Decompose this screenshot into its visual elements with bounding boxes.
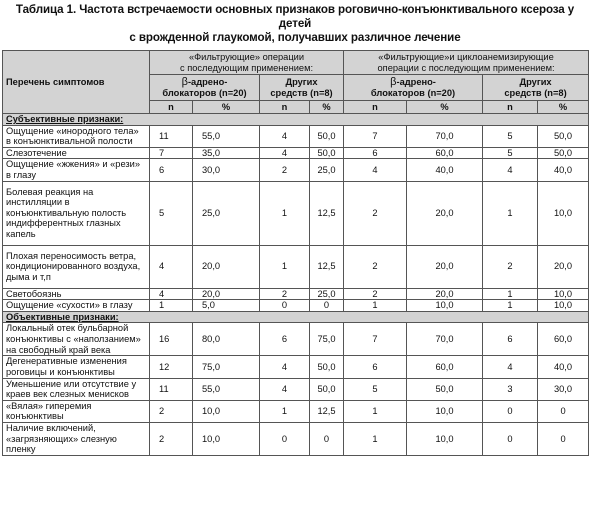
col-n: n [150, 101, 193, 114]
value-cell: 10,0 [407, 300, 483, 312]
value-cell: 0 [260, 300, 310, 312]
table-row [3, 288, 589, 300]
value-cell: 6 [260, 323, 310, 356]
value-cell: 1 [260, 245, 310, 288]
value-cell: 60,0 [538, 323, 589, 356]
value-cell: 75,0 [193, 356, 260, 378]
value-cell: 25,0 [193, 181, 260, 245]
value-cell: 55,0 [193, 125, 260, 147]
beta-rest: -адрено- [396, 76, 436, 87]
section-subjective [3, 114, 589, 126]
value-cell: 5 [344, 378, 407, 400]
group2-beta-line2: блокаторов (n=20) [370, 87, 456, 98]
value-cell: 4 [483, 159, 538, 181]
value-cell: 1 [344, 400, 407, 422]
value-cell: 50,0 [310, 378, 344, 400]
group2-header [344, 51, 589, 75]
value-cell: 0 [310, 300, 344, 312]
value-cell: 1 [150, 300, 193, 312]
caption-line-2: с врожденной глаукомой, получавших различное лечение [129, 31, 461, 44]
value-cell: 2 [344, 245, 407, 288]
symptom-cell: Дегенеративные изменения роговицы и конъюнктивы [3, 356, 150, 378]
symptom-cell: Ощущение «сухости» в глазу [3, 300, 150, 312]
symptom-cell: Уменьшение или отсутствие у краев век слезных менисков [3, 378, 150, 400]
value-cell: 4 [260, 378, 310, 400]
col-n: n [483, 101, 538, 114]
section-objective [3, 311, 589, 323]
value-cell: 30,0 [193, 159, 260, 181]
value-cell: 10,0 [193, 400, 260, 422]
group1-other-header [260, 75, 344, 101]
value-cell: 12,5 [310, 245, 344, 288]
value-cell: 4 [344, 159, 407, 181]
col-n: n [344, 101, 407, 114]
value-cell: 11 [150, 125, 193, 147]
value-cell: 6 [483, 323, 538, 356]
value-cell: 2 [260, 288, 310, 300]
value-cell: 10,0 [407, 400, 483, 422]
value-cell: 0 [483, 422, 538, 455]
value-cell: 1 [260, 181, 310, 245]
value-cell: 5,0 [193, 300, 260, 312]
value-cell: 55,0 [193, 378, 260, 400]
group1-header-line2: с последующим применением: [179, 62, 314, 73]
value-cell: 1 [344, 300, 407, 312]
beta-symbol: β [390, 75, 397, 88]
value-cell: 1 [260, 400, 310, 422]
col-pct: % [193, 101, 260, 114]
value-cell: 12,5 [310, 181, 344, 245]
caption-line-1: Таблица 1. Частота встречаемости основных признаков роговично-конъюнктивального ксероза у детей [15, 3, 575, 30]
value-cell: 11 [150, 378, 193, 400]
symptom-cell: Локальный отек бульбарной конъюнктивы с «наползанием» на свободный край века [3, 323, 150, 356]
value-cell: 6 [344, 356, 407, 378]
value-cell: 7 [344, 323, 407, 356]
value-cell: 2 [150, 422, 193, 455]
value-cell: 30,0 [538, 378, 589, 400]
group1-beta-header [150, 75, 260, 101]
symptom-cell: Плохая переносимость ветра, кондиционированного воздуха, дыма и т,п [3, 245, 150, 288]
table-caption [0, 0, 590, 45]
value-cell: 2 [483, 245, 538, 288]
value-cell: 20,0 [407, 181, 483, 245]
group2-header-line1: «Фильтрующие»и циклоанемизирующие [378, 51, 554, 62]
group2-header-line2: операции с последующим применением: [377, 62, 555, 73]
table-row [3, 147, 589, 159]
value-cell: 4 [260, 147, 310, 159]
value-cell: 0 [538, 422, 589, 455]
value-cell: 16 [150, 323, 193, 356]
table-body [3, 114, 589, 456]
value-cell: 3 [483, 378, 538, 400]
value-cell: 7 [344, 125, 407, 147]
value-cell: 10,0 [193, 422, 260, 455]
value-cell: 60,0 [407, 147, 483, 159]
table-row [3, 378, 589, 400]
value-cell: 4 [260, 356, 310, 378]
table-row [3, 422, 589, 455]
group1-other-line2: средств (n=8) [270, 87, 333, 98]
value-cell: 35,0 [193, 147, 260, 159]
value-cell: 5 [150, 181, 193, 245]
value-cell: 4 [260, 125, 310, 147]
value-cell: 20,0 [407, 245, 483, 288]
value-cell: 5 [483, 125, 538, 147]
value-cell: 50,0 [538, 125, 589, 147]
symptom-cell: Ощущение «инородного тела» в конъюнктивальной полости [3, 125, 150, 147]
value-cell: 10,0 [538, 181, 589, 245]
value-cell: 60,0 [407, 356, 483, 378]
group2-other-header [483, 75, 589, 101]
value-cell: 40,0 [538, 356, 589, 378]
value-cell: 50,0 [310, 147, 344, 159]
table-row [3, 300, 589, 312]
value-cell: 1 [344, 422, 407, 455]
value-cell: 80,0 [193, 323, 260, 356]
value-cell: 20,0 [538, 245, 589, 288]
section-subjective-label: Субъективные признаки: [6, 114, 124, 124]
table-row [3, 159, 589, 181]
value-cell: 1 [483, 288, 538, 300]
value-cell: 5 [483, 147, 538, 159]
value-cell: 1 [483, 300, 538, 312]
group1-header-line1: «Фильтрующие» операции [188, 51, 305, 62]
col-pct: % [538, 101, 589, 114]
value-cell: 0 [538, 400, 589, 422]
value-cell: 50,0 [310, 356, 344, 378]
table-row [3, 323, 589, 356]
table-row [3, 245, 589, 288]
value-cell: 20,0 [193, 245, 260, 288]
beta-symbol: β [181, 75, 188, 88]
symptom-cell: Ощущение «жжения» и «рези» в глазу [3, 159, 150, 181]
value-cell: 1 [483, 181, 538, 245]
value-cell: 50,0 [538, 147, 589, 159]
value-cell: 50,0 [310, 125, 344, 147]
value-cell: 0 [260, 422, 310, 455]
col-n: n [260, 101, 310, 114]
value-cell: 10,0 [538, 288, 589, 300]
value-cell: 4 [150, 288, 193, 300]
value-cell: 40,0 [407, 159, 483, 181]
group2-other-line2: средств (n=8) [504, 87, 567, 98]
symptom-cell: «Вялая» гиперемия конъюнктивы [3, 400, 150, 422]
value-cell: 6 [150, 159, 193, 181]
group1-header [150, 51, 344, 75]
value-cell: 12,5 [310, 400, 344, 422]
value-cell: 10,0 [407, 422, 483, 455]
value-cell: 25,0 [310, 288, 344, 300]
table-row [3, 181, 589, 245]
value-cell: 6 [344, 147, 407, 159]
value-cell: 4 [483, 356, 538, 378]
symptoms-table [2, 50, 589, 456]
symptom-cell: Наличие включений, «загрязняющих» слезную пленку [3, 422, 150, 455]
group1-beta-line2: блокаторов (n=20) [162, 87, 247, 98]
value-cell: 10,0 [538, 300, 589, 312]
value-cell: 20,0 [407, 288, 483, 300]
value-cell: 2 [150, 400, 193, 422]
value-cell: 0 [483, 400, 538, 422]
group2-beta-line1 [347, 77, 479, 88]
group1-other-line1: Других [285, 76, 318, 87]
beta-rest: -адрено- [187, 76, 228, 87]
symptom-cell: Светобоязнь [3, 288, 150, 300]
value-cell: 7 [150, 147, 193, 159]
value-cell: 4 [150, 245, 193, 288]
value-cell: 75,0 [310, 323, 344, 356]
value-cell: 0 [310, 422, 344, 455]
group1-beta-line1 [153, 77, 256, 88]
value-cell: 25,0 [310, 159, 344, 181]
symptoms-column-header: Перечень симптомов [3, 51, 150, 114]
group2-other-line1: Других [519, 76, 552, 87]
group2-beta-header [344, 75, 483, 101]
symptom-cell: Слезотечение [3, 147, 150, 159]
value-cell: 70,0 [407, 125, 483, 147]
value-cell: 2 [344, 288, 407, 300]
value-cell: 20,0 [193, 288, 260, 300]
value-cell: 40,0 [538, 159, 589, 181]
col-pct: % [407, 101, 483, 114]
value-cell: 2 [260, 159, 310, 181]
value-cell: 2 [344, 181, 407, 245]
value-cell: 12 [150, 356, 193, 378]
table-row [3, 125, 589, 147]
table-row [3, 400, 589, 422]
symptom-cell: Болевая реакция на инстилляции в конъюнктивальную полость индифферентных глазных капель [3, 181, 150, 245]
col-pct: % [310, 101, 344, 114]
section-objective-label: Объективные признаки: [6, 311, 119, 322]
table-row [3, 356, 589, 378]
value-cell: 50,0 [407, 378, 483, 400]
value-cell: 70,0 [407, 323, 483, 356]
